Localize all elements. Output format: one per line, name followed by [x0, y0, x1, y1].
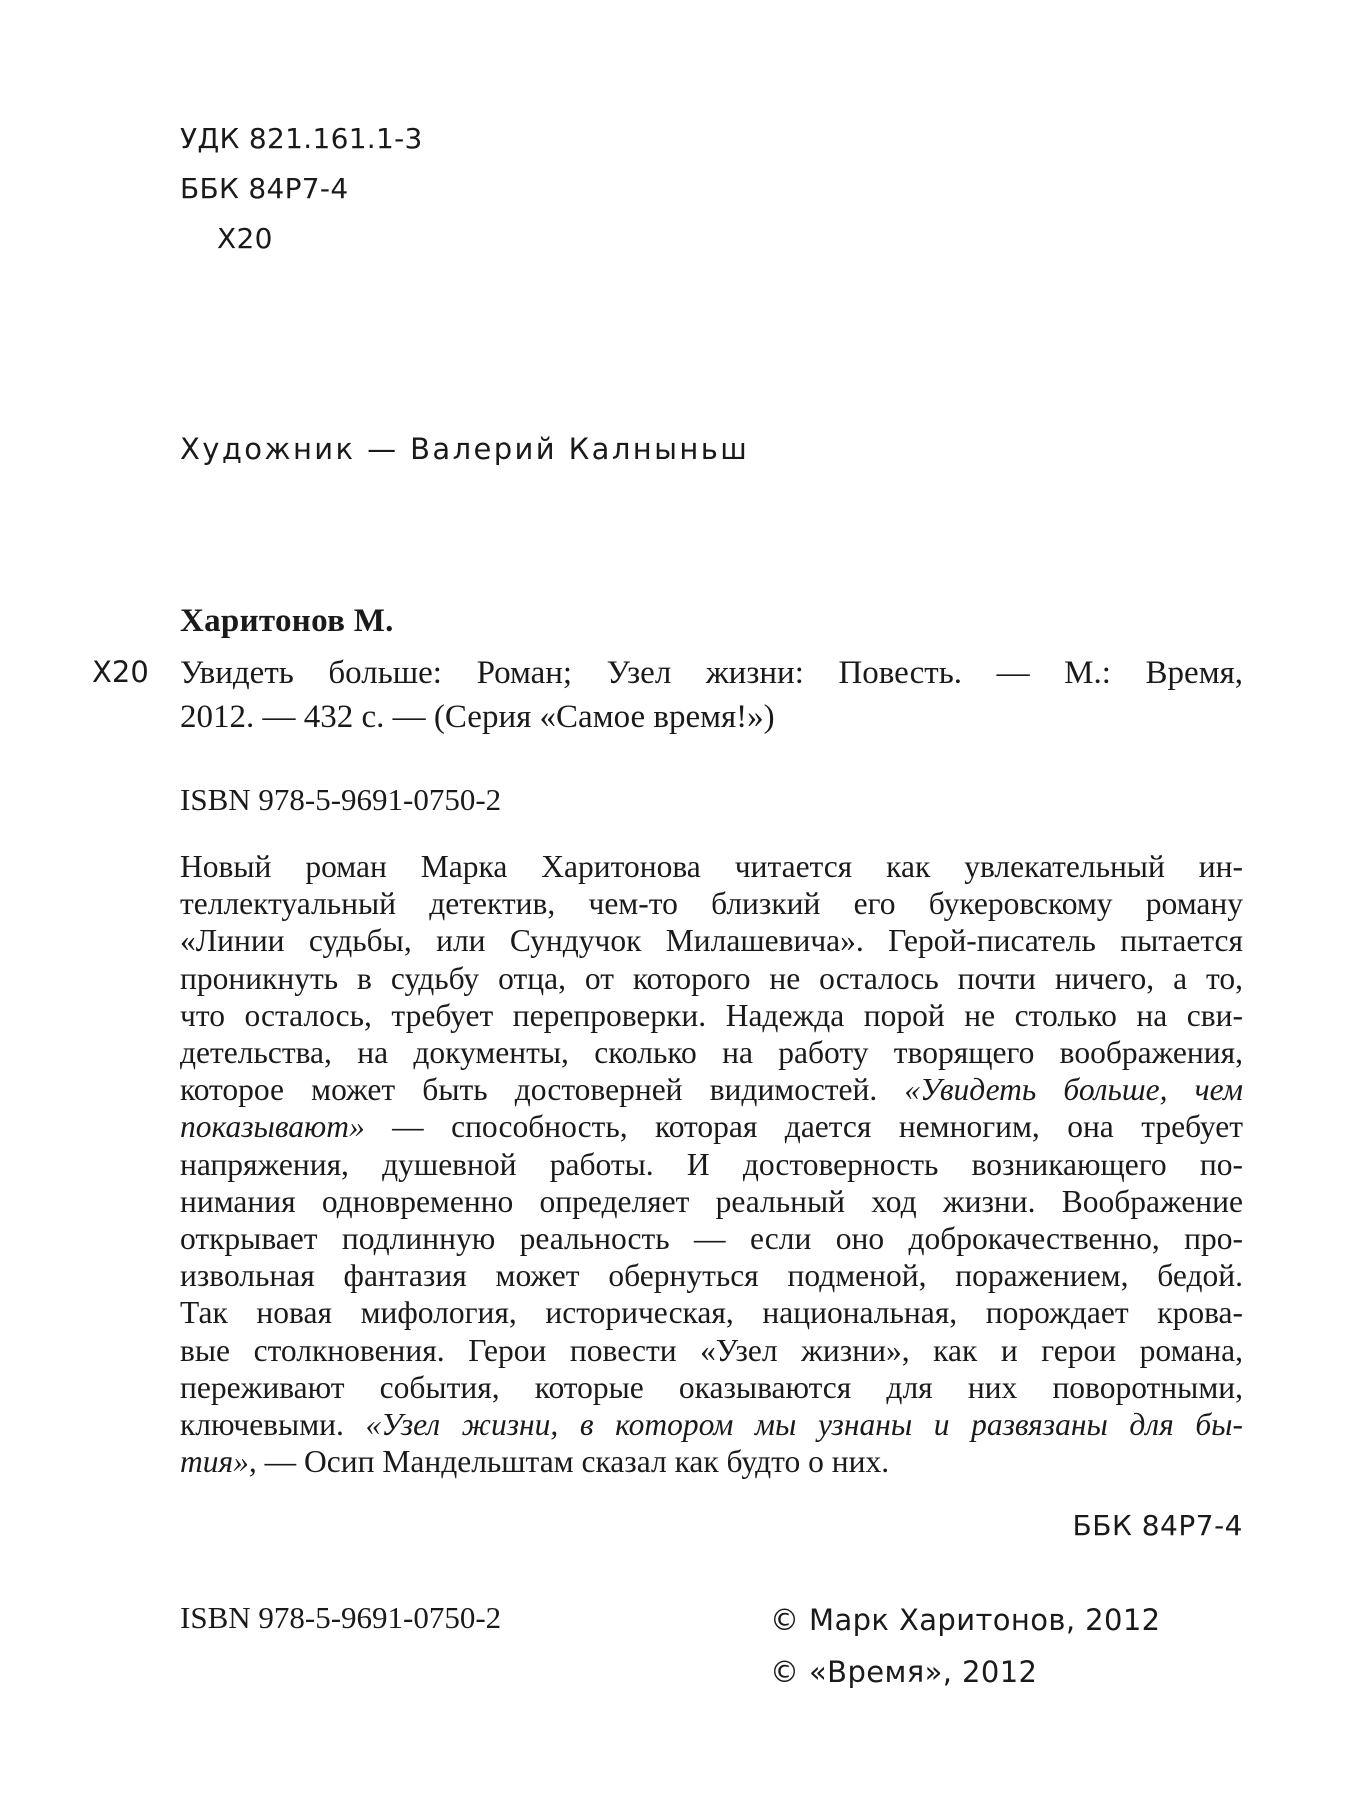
- annotation-line: [180, 960, 1243, 997]
- annotation-line: [180, 1443, 1243, 1480]
- copyright-publisher: © «Время», 2012: [770, 1655, 1038, 1689]
- annotation-text: которое может быть достоверней видимостей.: [180, 1072, 905, 1108]
- annotation-line: [180, 997, 1243, 1034]
- bibliographic-description: [180, 651, 1243, 739]
- annotation-text: проникнуть в судьбу отца, от которого не осталось почти ничего, а то,: [180, 960, 1243, 996]
- annotation-text: теллектуальный детектив, чем-то близкий его букеровскому роману: [180, 886, 1243, 922]
- annotation-text: вые столкновения. Герои повести «Узел жизни», как и герои романа,: [180, 1332, 1243, 1368]
- annotation-text: Новый роман Марка Харитонова читается как увлекательный ин-: [180, 849, 1243, 884]
- annotation-line: [180, 1108, 1243, 1145]
- quote-text: «Увидеть больше, чем: [904, 1072, 1243, 1108]
- annotation-line: [180, 848, 1243, 885]
- annotation-text: переживают события, которые оказываются для них поворотными,: [180, 1369, 1243, 1405]
- annotation-line: [180, 1257, 1243, 1294]
- annotation-text: — способность, которая дается немногим, она требует: [364, 1109, 1243, 1145]
- quote-text: «Узел жизни, в котором мы узнаны и развязаны для бы-: [365, 1407, 1243, 1443]
- annotation-text: Так новая мифология, историческая, национальная, порождает крова-: [180, 1295, 1243, 1331]
- annotation-text: нимания одновременно определяет реальный ход жизни. Воображение: [180, 1183, 1243, 1219]
- author-mark: Х20: [217, 222, 273, 255]
- annotation-text: что осталось, требует перепроверки. Надежда порой не столько на сви-: [180, 997, 1243, 1033]
- title-line: 2012. — 432 с. — (Серия «Самое время!»): [180, 699, 775, 735]
- annotation-line: [180, 1034, 1243, 1071]
- title-line: Увидеть больше: Роман; Узел жизни: Повесть. — М.: Время,: [180, 655, 1243, 691]
- annotation-line: [180, 1369, 1243, 1406]
- illustrator-credit: Художник — Валерий Калныньш: [180, 432, 750, 466]
- annotation-line: [180, 885, 1243, 922]
- annotation-line: [180, 1332, 1243, 1369]
- bbk-code: ББК 84Р7-4: [180, 172, 349, 205]
- quote-text: тия»,: [180, 1444, 257, 1480]
- annotation: [180, 848, 1243, 1480]
- isbn-top: ISBN 978-5-9691-0750-2: [180, 782, 502, 817]
- annotation-text: напряжения, душевной работы. И достоверность возникающего по-: [180, 1146, 1243, 1182]
- author-mark-side: Х20: [92, 655, 149, 689]
- udk-code: УДК 821.161.1-3: [180, 122, 423, 155]
- annotation-text: детельства, на документы, сколько на работу творящего воображения,: [180, 1035, 1243, 1071]
- author-heading: Харитонов М.: [180, 603, 394, 639]
- annotation-line: [180, 1183, 1243, 1220]
- annotation-text: открывает подлинную реальность — если оно доброкачественно, про-: [180, 1221, 1243, 1257]
- annotation-line: [180, 922, 1243, 959]
- annotation-line: [180, 1406, 1243, 1443]
- bbk-code-bottom: ББК 84Р7-4: [1072, 1509, 1243, 1542]
- annotation-line: [180, 1071, 1243, 1108]
- annotation-text: ключевыми.: [180, 1407, 366, 1443]
- annotation-text: — Осип Мандельштам сказал как будто о них.: [256, 1444, 890, 1480]
- quote-text: показывают»: [180, 1109, 365, 1145]
- isbn-bottom: ISBN 978-5-9691-0750-2: [180, 1600, 502, 1635]
- copyright-author: © Марк Харитонов, 2012: [770, 1603, 1161, 1637]
- annotation-text: извольная фантазия может обернуться подменой, поражением, бедой.: [180, 1258, 1243, 1294]
- annotation-line: [180, 1146, 1243, 1183]
- annotation-line: [180, 1220, 1243, 1257]
- annotation-line: [180, 1294, 1243, 1331]
- annotation-text: «Линии судьбы, или Сундучок Милашевича». Герой-писатель пытается: [180, 923, 1243, 959]
